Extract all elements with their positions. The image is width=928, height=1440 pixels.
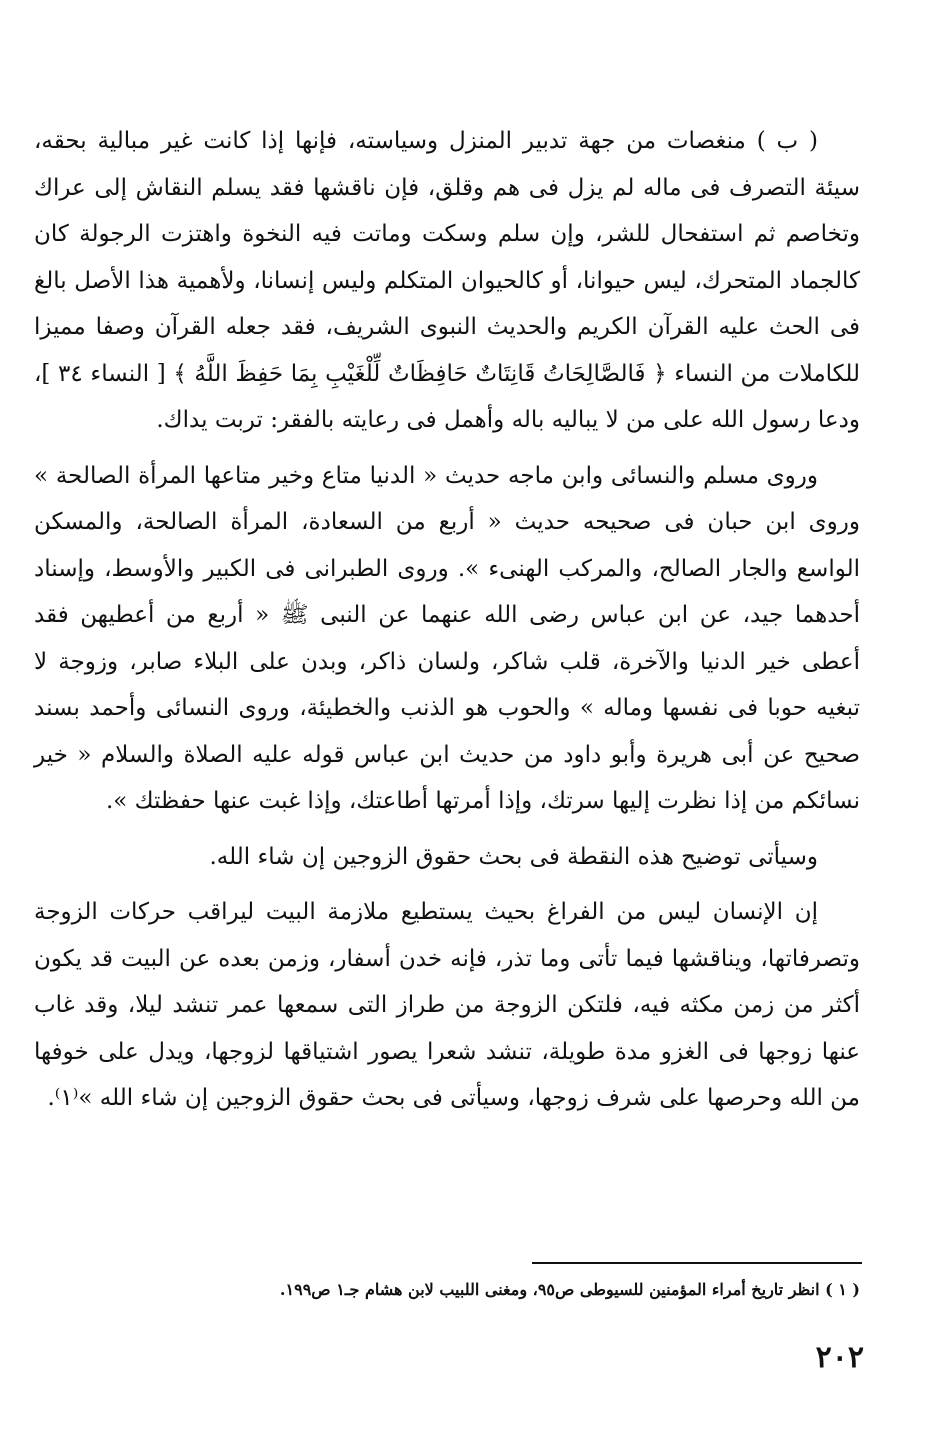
paragraph-absence: إن الإنسان ليس من الفراغ بحيث يستطيع ملازمة البيت ليراقب حركات الزوجة وتصرفاتها، ويناقشها فيما تأتى وما تذر، فإنه خدن أسفار، وزمن بعده عن البيت قد يكون أكثر من زمن مكثه فيه، فلتكن الزوجة من طراز التى سمعها عمر تنشد ليلا، وقد غاب عنها زوجها فى الغزو مدة طويلة، تنشد شعرا يصور اشتياقها لزوجها، ويدل على خوفها من الله وحرصها على شرف زوجها، وسيأتى فى بحث حقوق الزوجين إن شاء الله »⁽١⁾.: [34, 899, 860, 1111]
paragraph-hadith: وروى مسلم والنسائى وابن ماجه حديث « الدنيا متاع وخير متاعها المرأة الصالحة » وروى ابن حبان فى صحيحه حديث « أربع من السعادة، المرأة الصالحة، والمسكن الواسع والجار الصالح، والمركب الهنىء ». وروى الطبرانى فى الكبير والأوسط، وإسناد أحدهما جيد، عن ابن عباس رضى الله عنهما عن النبى ﷺ « أربع من أعطيهن فقد أعطى خير الدنيا والآخرة، قلب شاكر، ولسان ذاكر، وبدن على البلاء صابر، وزوجة لا تبغيه حوبا فى نفسها وماله » والحوب هو الذنب والخطيئة، وروى النسائى وأحمد بسند صحيح عن أبى هريرة وأبو داود من حديث ابن عباس قوله عليه الصلاة والسلام « خير نسائكم من إذا نظرت إليها سرتك، وإذا أمرتها أطاعتك، وإذا غبت عنها حفظتك ».: [34, 462, 860, 814]
paragraph-note: وسيأتى توضيح هذه النقطة فى بحث حقوق الزوجين إن شاء الله.: [209, 843, 818, 870]
paragraph-spoilers: ( ب ) منغصات من جهة تدبير المنزل وسياسته، فإنها إذا كانت غير مبالية بحقه، سيئة التصرف فى ماله لم يزل فى هم وقلق، فإن ناقشها فقد يسلم النقاش إلى عراك وتخاصم ثم استفحال للشر، وإن سلم وسكت وماتت فيه النخوة واهتزت الرجولة كان كالجماد المتحرك، ليس حيوانا، أو كالحيوان المتكلم وليس إنسانا، ولأهمية هذا الأصل بالغ فى الحث عليه القرآن الكريم والحديث النبوى الشريف، فقد جعله القرآن وصفا مميزا للكاملات من النساء ﴿ فَالصَّالِحَاتُ قَانِتَاتٌ حَافِظَاتٌ لِّلْغَيْبِ بِمَا حَفِظَ اللَّهُ ﴾ [ النساء ٣٤ ]، ودعا رسول الله على من لا يباليه باله وأهمل فى رعايته بالفقر: تربت يداك.: [34, 128, 861, 433]
footnote: ( ١ ) انظر تاريخ أمراء المؤمنين للسيوطى ص٩٥، ومغنى اللبيب لابن هشام جـ١ ص١٩٩.: [279, 1280, 860, 1299]
page-number: ٢٠٢: [815, 1340, 864, 1375]
footnote-divider: [532, 1262, 862, 1264]
body-text: [34, 118, 860, 1122]
